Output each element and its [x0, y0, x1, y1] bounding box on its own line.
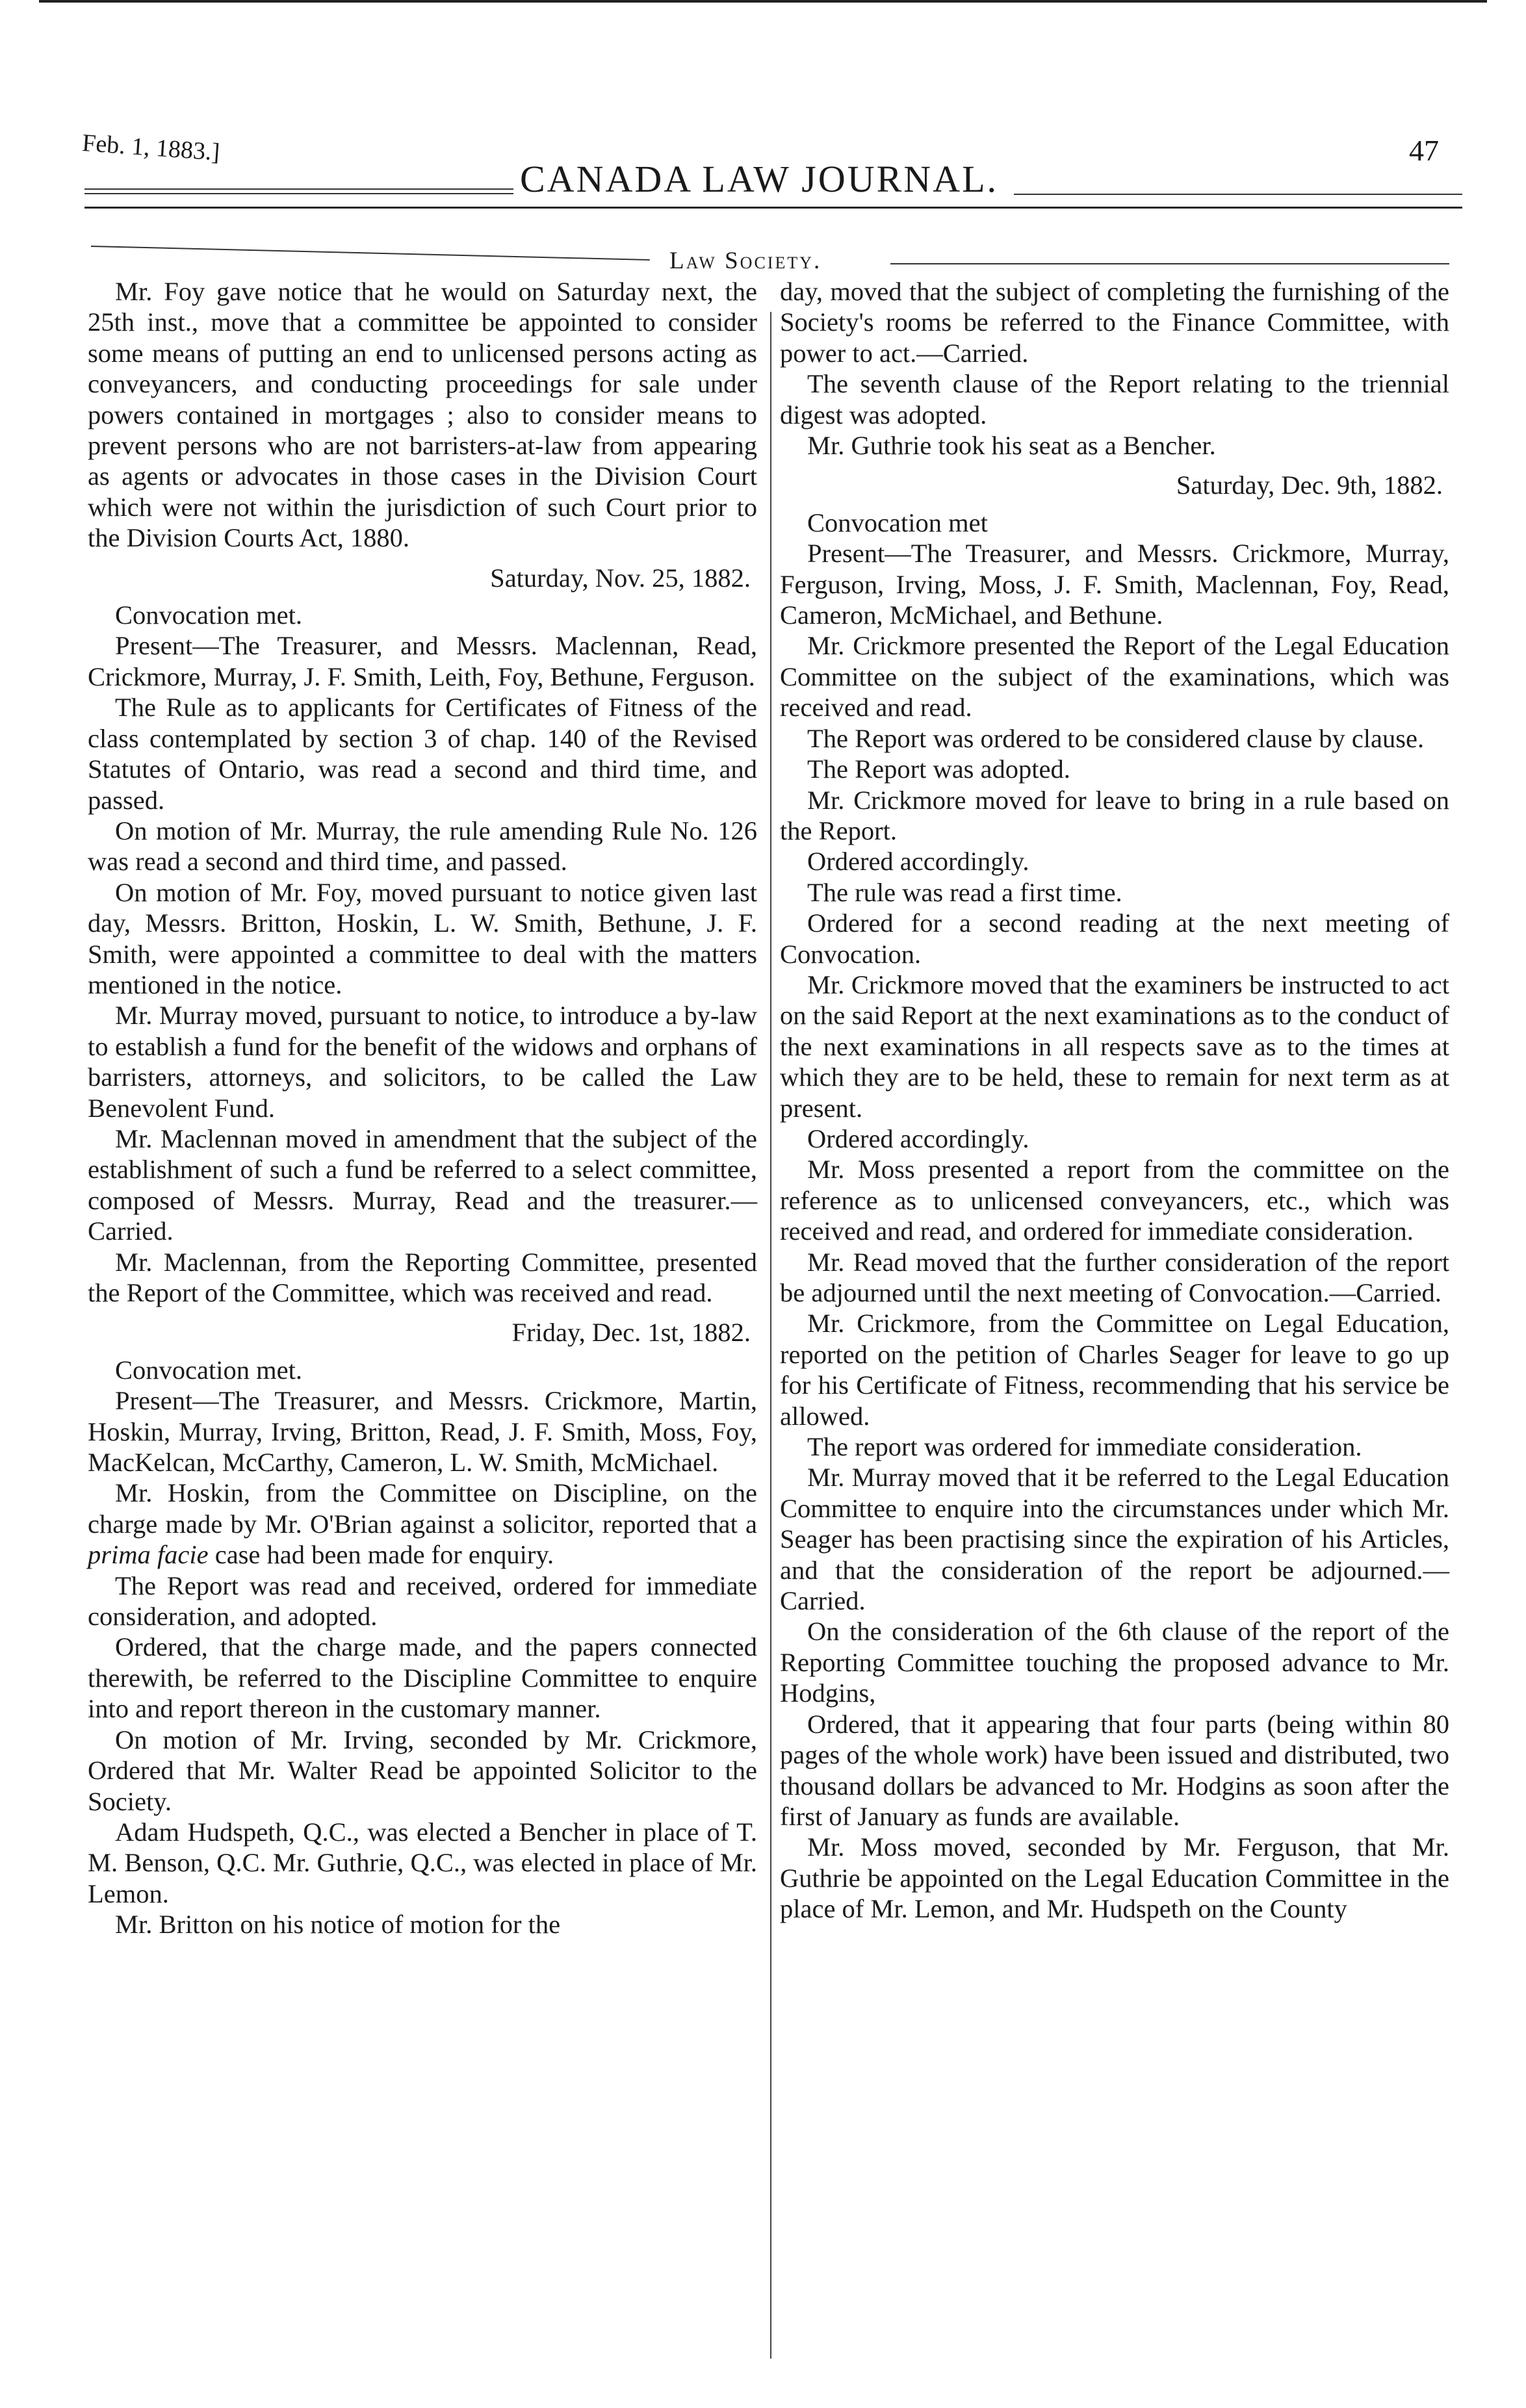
paragraph: Convocation met.	[115, 1355, 302, 1385]
paragraph: Mr. Britton on his notice of motion for the	[115, 1910, 561, 1940]
paragraph: On motion of Mr. Irving, seconded by Mr. Crickmore, Ordered that Mr. Walter Read be appointed Solicitor to the Society.	[88, 1724, 757, 1816]
paragraph: The report was ordered for immediate consideration.	[807, 1432, 1362, 1462]
section-rule-right	[890, 263, 1449, 264]
paragraph: Convocation met.	[115, 600, 302, 630]
left-column	[88, 276, 757, 1940]
paragraph: Mr. Foy gave notice that he would on Saturday next, the 25th inst., move that a committee be appointed to consider some means of putting an end to unlicensed persons acting as conveyancers, and conducting proceedings for sale under powers contained in mortgages ; also to consider means to prevent persons who are not barristers-at-law from appearing as agents or advocates in those cases in the Division Court which were not within the jurisdiction of such Court prior to the Division Courts Act, 1880.	[88, 277, 757, 553]
meeting-date: Saturday, Nov. 25, 1882.	[490, 563, 751, 593]
paragraph: On motion of Mr. Murray, the rule amending Rule No. 126 was read a second and third time, and passed.	[88, 815, 757, 877]
header-date: Feb. 1, 1883.]	[81, 129, 221, 166]
page-number: 47	[1409, 134, 1439, 167]
paragraph: Mr. Crickmore, from the Committee on Legal Education, reported on the petition of Charles Seager for leave to go up for his Certificate of Fitness, recommending that his service be allowed.	[780, 1309, 1449, 1431]
meeting-date: Friday, Dec. 1st, 1882.	[511, 1318, 751, 1348]
paragraph: day, moved that the subject of completing the furnishing of the Society's rooms be referred to the Finance Committee, with power to act.—Carried.	[780, 277, 1449, 368]
column-divider	[770, 312, 771, 2359]
paragraph: Present—The Treasurer, and Messrs. Crickmore, Murray, Ferguson, Irving, Moss, J. F. Smith, Maclennan, Foy, Read, Cameron, McMichael, and Bethune.	[780, 539, 1449, 630]
header-rule-2	[1014, 194, 1462, 195]
page-top-rule	[39, 0, 1487, 9]
paragraph: The Report was adopted.	[807, 754, 1070, 784]
paragraph: Mr. Moss presented a report from the committee on the reference as to unlicensed conveyancers, etc., which was received and read, and ordered for immediate consideration.	[780, 1155, 1449, 1246]
paragraph: Mr. Read moved that the further consideration of the report be adjourned until the next meeting of Convocation.—Carried.	[780, 1247, 1449, 1307]
paragraph: Ordered accordingly.	[807, 847, 1029, 877]
section-rule-left	[91, 246, 650, 261]
paragraph: Adam Hudspeth, Q.C., was elected a Bencher in place of T. M. Benson, Q.C. Mr. Guthrie, Q.C., was elected in place of Mr. Lemon.	[88, 1817, 757, 1908]
paragraph: On motion of Mr. Foy, moved pursuant to notice given last day, Messrs. Britton, Hoskin, L. W. Smith, Bethune, J. F. Smith, were appointed a committee to deal with the matters mentioned in the notice.	[88, 877, 757, 999]
paragraph: Present—The Treasurer, and Messrs. Crickmore, Martin, Hoskin, Murray, Irving, Britton, Read, J. F. Smith, Moss, Foy, MacKelcan, McCarthy, Cameron, L. W. Smith, McMichael.	[88, 1386, 757, 1478]
italic-term: prima facie	[88, 1540, 209, 1570]
paragraph: The Report was ordered to be considered clause by clause.	[807, 723, 1425, 753]
header-rule	[84, 207, 1462, 209]
paragraph: Ordered, that it appearing that four parts (being within 80 pages of the whole work) have been issued and distributed, two thousand dollars be advanced to Mr. Hodgins as soon after the first of January as funds are available.	[780, 1709, 1449, 1831]
paragraph: Present—The Treasurer, and Messrs. Maclennan, Read, Crickmore, Murray, J. F. Smith, Leith, Foy, Bethune, Ferguson.	[88, 631, 757, 691]
right-column	[780, 276, 1449, 1925]
paragraph: Mr. Crickmore presented the Report of the Legal Education Committee on the subject of the examinations, which was received and read.	[780, 631, 1449, 723]
paragraph: Ordered for a second reading at the next meeting of Convocation.	[780, 908, 1449, 969]
paragraph: Mr. Murray moved, pursuant to notice, to introduce a by-law to establish a fund for the benefit of the widows and orphans of barristers, attorneys, and solicitors, to be called the Law Benevolent Fund.	[88, 1001, 757, 1123]
paragraph: Convocation met	[807, 507, 988, 537]
paragraph: Mr. Murray moved that it be referred to the Legal Education Committee to enquire into the circumstances under which Mr. Seager has been practising since the expiration of his Articles, and that the consideration of the report be adjourned.—Carried.	[780, 1463, 1449, 1616]
paragraph: Mr. Crickmore moved that the examiners be instructed to act on the said Report at the next examinations as to the conduct of the next examinations in all respects save as to the times at which they are to be held, these to remain for next term as at present.	[780, 969, 1449, 1123]
paragraph: Mr. Maclennan moved in amendment that the subject of the establishment of such a fund be referred to a select committee, composed of Messrs. Murray, Read and the treasurer.—Carried.	[88, 1123, 757, 1246]
paragraph	[88, 1478, 757, 1570]
header-rule-left	[84, 188, 513, 190]
paragraph: Mr. Moss moved, seconded by Mr. Ferguson, that Mr. Guthrie be appointed on the Legal Education Committee in the place of Mr. Lemon, and Mr. Hudspeth on the County	[780, 1832, 1449, 1924]
paragraph: The Rule as to applicants for Certificates of Fitness of the class contemplated by section 3 of chap. 140 of the Revised Statutes of Ontario, was read a second and third time, and passed.	[88, 693, 757, 815]
meeting-date: Saturday, Dec. 9th, 1882.	[1176, 470, 1443, 500]
text-run: case had been made for enquiry.	[208, 1540, 554, 1570]
paragraph: Mr. Maclennan, from the Reporting Committee, presented the Report of the Committee, which was received and read.	[88, 1247, 757, 1307]
paragraph: The seventh clause of the Report relating to the triennial digest was adopted.	[780, 369, 1449, 429]
section-heading: Law Society.	[669, 248, 822, 274]
text-run: Mr. Hoskin, from the Committee on Discipline, on the charge made by Mr. O'Brian against a solicitor, reported that a	[88, 1478, 757, 1539]
paragraph: Mr. Crickmore moved for leave to bring in a rule based on the Report.	[780, 785, 1449, 845]
paragraph: The rule was read a first time.	[807, 877, 1122, 907]
paragraph: Ordered, that the charge made, and the papers connected therewith, be referred to the Discipline Committee to enquire into and report thereon in the customary manner.	[88, 1632, 757, 1724]
header-rule-left-2	[84, 193, 513, 194]
paragraph: Mr. Guthrie took his seat as a Bencher.	[807, 431, 1216, 461]
paragraph: The Report was read and received, ordered for immediate consideration, and adopted.	[88, 1570, 757, 1632]
paragraph: Ordered accordingly.	[807, 1123, 1029, 1153]
paragraph: On the consideration of the 6th clause of the report of the Reporting Committee touching the proposed advance to Mr. Hodgins,	[780, 1617, 1449, 1708]
journal-title: CANADA LAW JOURNAL.	[520, 158, 999, 200]
